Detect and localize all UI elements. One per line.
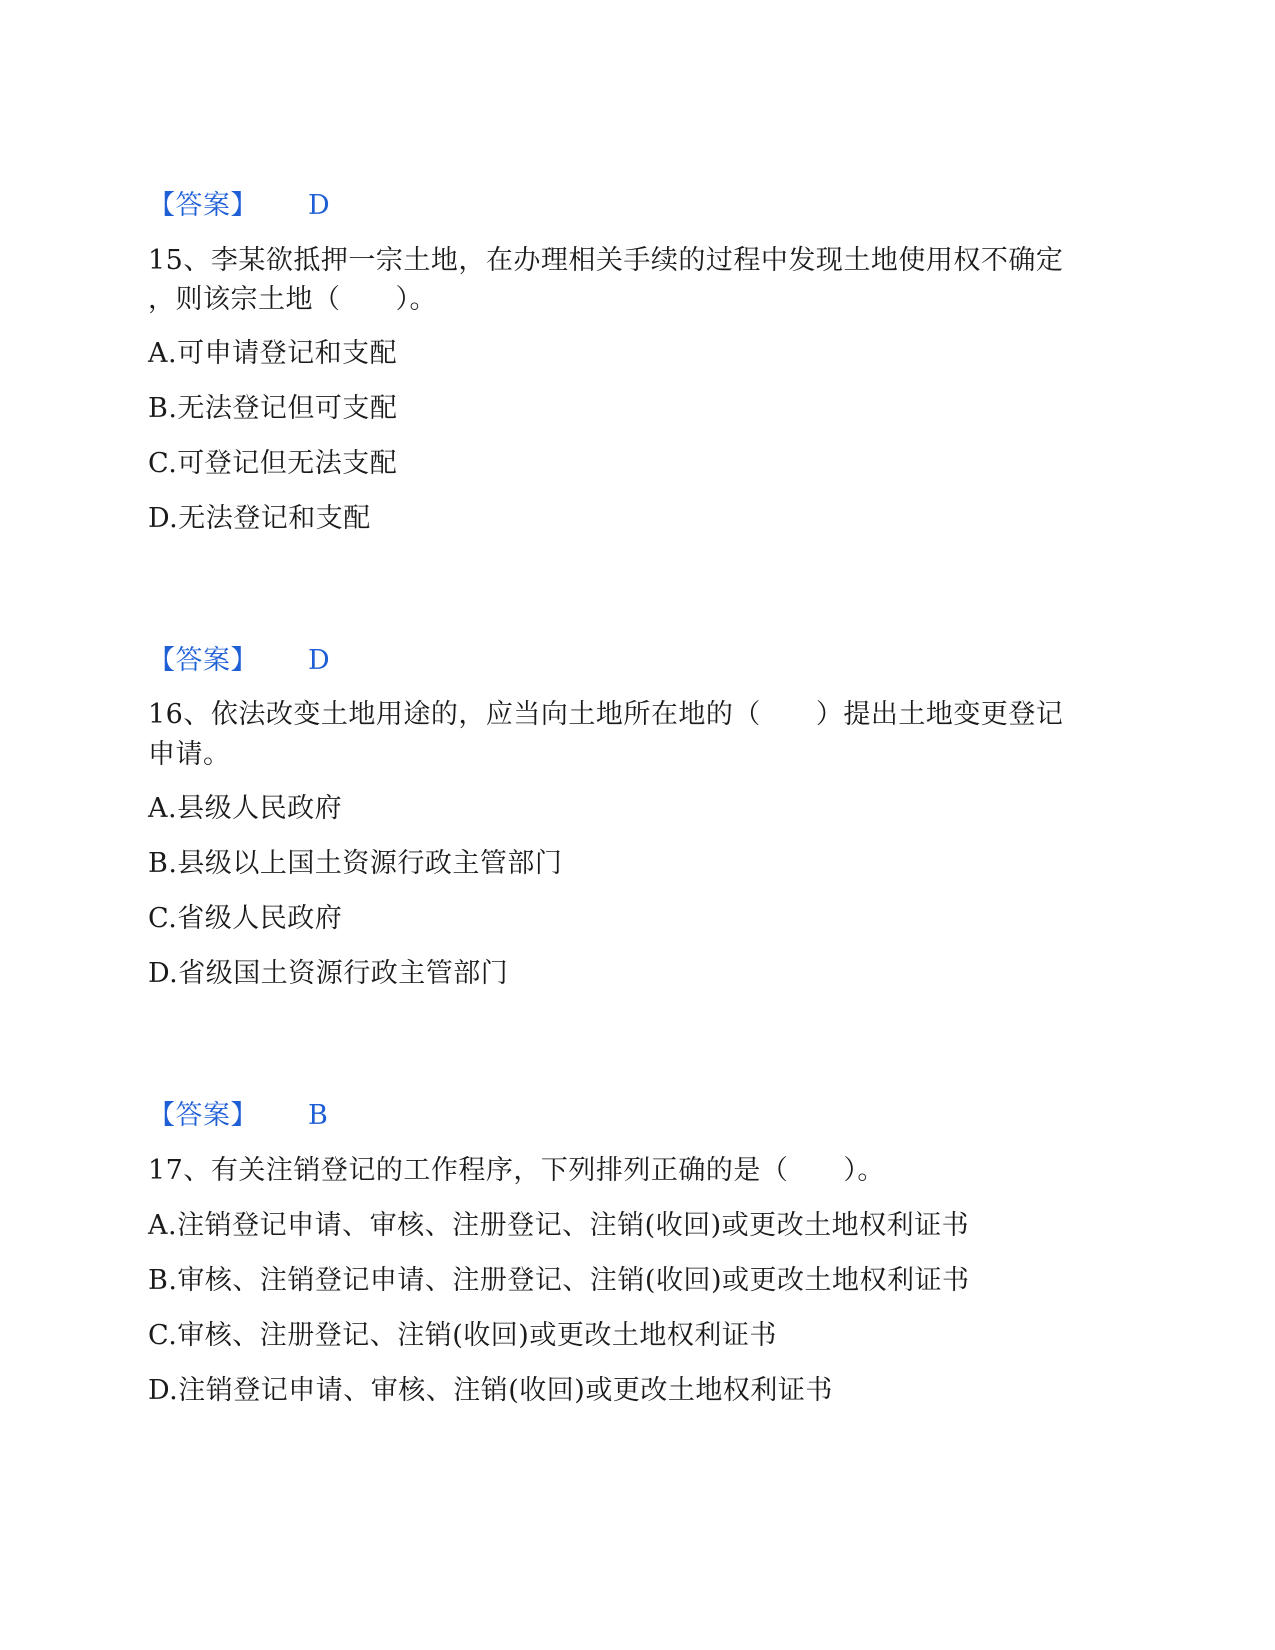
- question-15-option-a: A.可申请登记和支配: [148, 338, 398, 369]
- question-16-option-c: C.省级人民政府: [148, 903, 343, 934]
- answer-label: 【答案】: [148, 190, 258, 221]
- question-17-option-d: D.注销登记申请、审核、注销(收回)或更改土地权利证书: [148, 1375, 833, 1406]
- question-17-text-line1: 17、有关注销登记的工作程序，下列排列正确的是（ ）。: [148, 1155, 885, 1186]
- answer-value: D: [308, 190, 331, 221]
- question-16-option-a: A.县级人民政府: [148, 793, 343, 824]
- answer-row-q15: [148, 643, 331, 679]
- answer-label: 【答案】: [148, 645, 258, 676]
- answer-row-q16: [148, 1098, 329, 1134]
- question-15-text-line2: ，则该宗土地（ ）。: [148, 284, 437, 315]
- question-15-option-d: D.无法登记和支配: [148, 503, 371, 534]
- question-17-option-c: C.审核、注册登记、注销(收回)或更改土地权利证书: [148, 1320, 777, 1351]
- answer-label: 【答案】: [148, 1100, 258, 1131]
- question-17-option-b: B.审核、注销登记申请、注册登记、注销(收回)或更改土地权利证书: [148, 1265, 970, 1296]
- answer-value: B: [308, 1100, 329, 1131]
- question-16-option-b: B.县级以上国土资源行政主管部门: [148, 848, 563, 879]
- question-15-option-b: B.无法登记但可支配: [148, 393, 398, 424]
- question-15-option-c: C.可登记但无法支配: [148, 448, 398, 479]
- question-17-option-a: A.注销登记申请、审核、注册登记、注销(收回)或更改土地权利证书: [148, 1210, 970, 1241]
- question-16-text-line1: 16、依法改变土地用途的，应当向土地所在地的（ ）提出土地变更登记: [148, 699, 1064, 730]
- question-16-option-d: D.省级国土资源行政主管部门: [148, 958, 509, 989]
- answer-value: D: [308, 645, 331, 676]
- answer-row-q14: [148, 188, 331, 224]
- question-16-text-line2: 申请。: [148, 739, 231, 770]
- question-15-text-line1: 15、李某欲抵押一宗土地，在办理相关手续的过程中发现土地使用权不确定: [148, 245, 1064, 276]
